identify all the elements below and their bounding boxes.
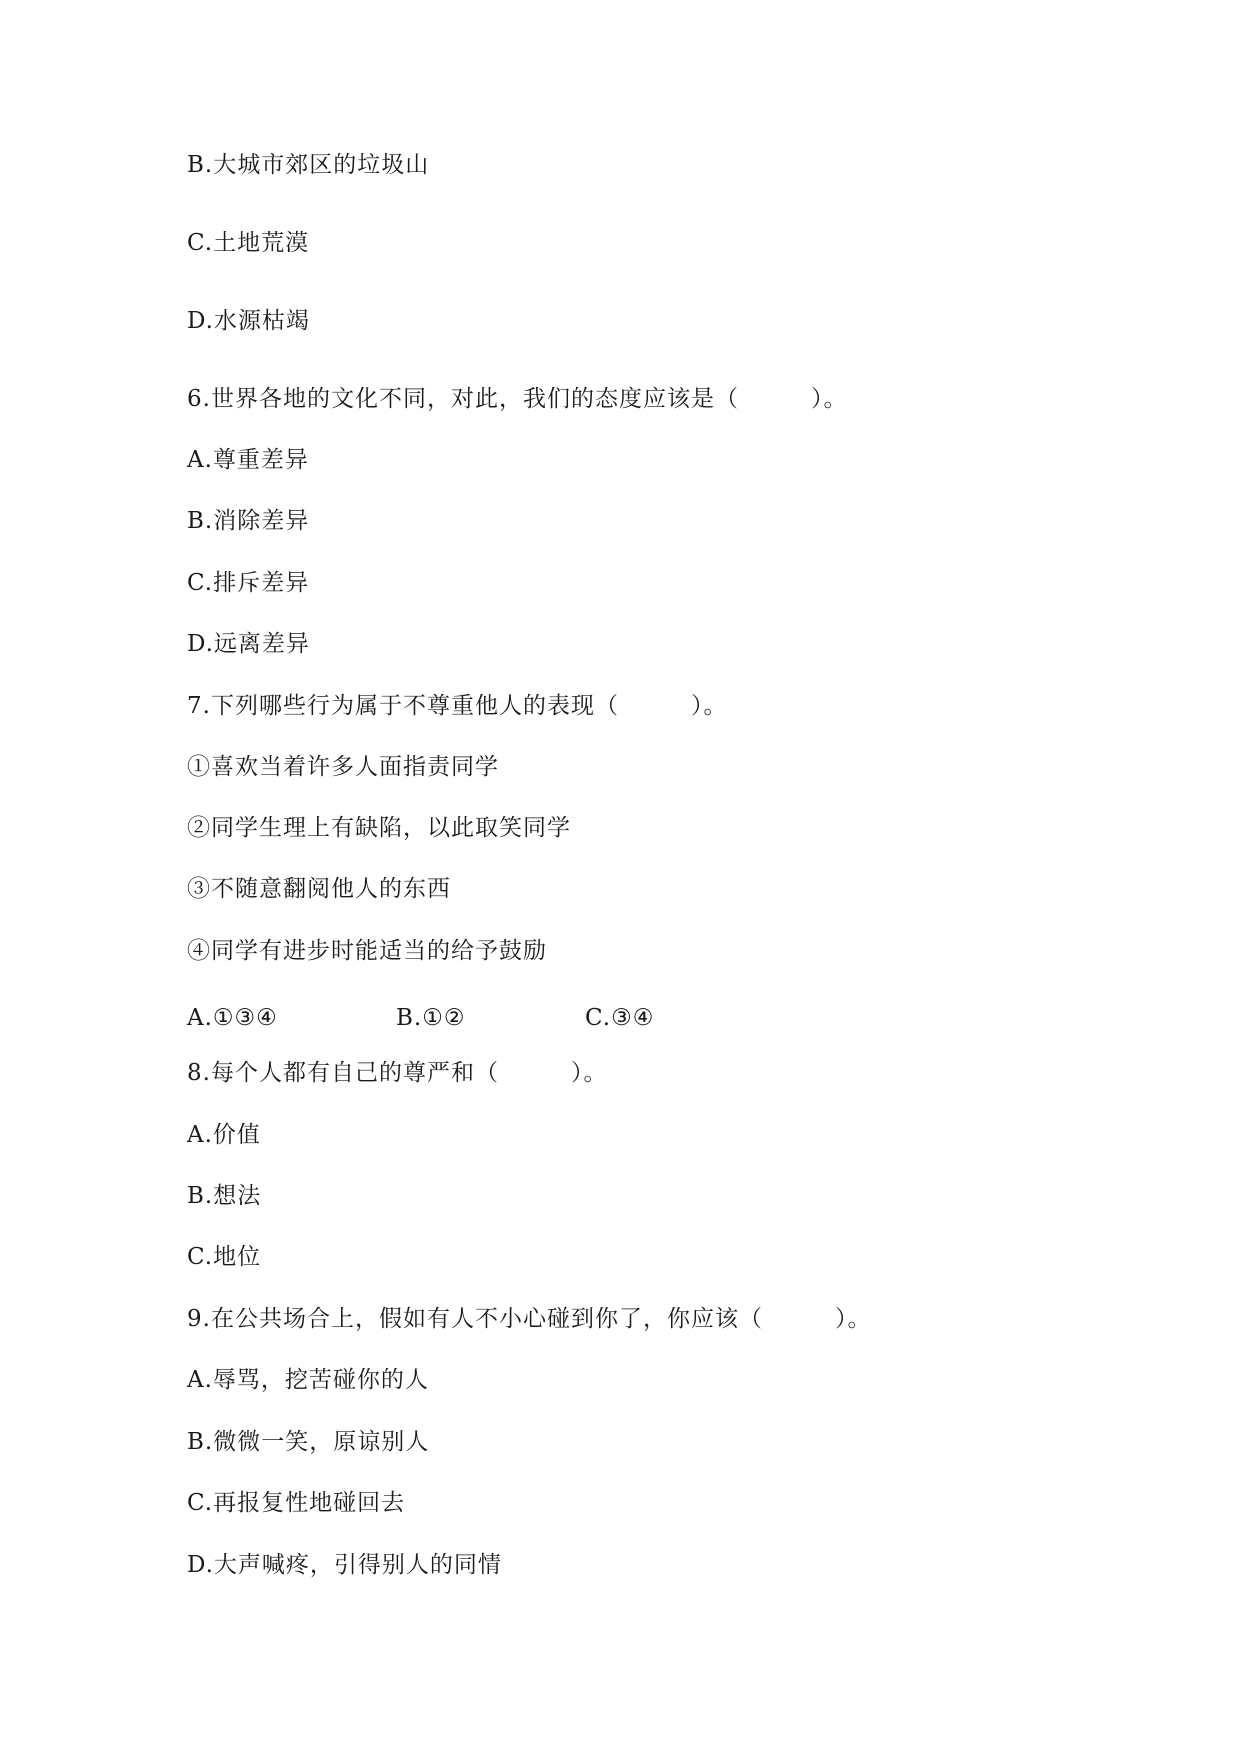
q5-option-b: B.大城市郊区的垃圾山 bbox=[187, 152, 430, 178]
q6-stem: 6.世界各地的文化不同，对此，我们的态度应该是（ ）。 bbox=[187, 386, 848, 412]
q9-option-c: C.再报复性地碰回去 bbox=[187, 1490, 406, 1516]
q5-option-d: D.水源枯竭 bbox=[187, 308, 310, 334]
q7-item-1: ①喜欢当着许多人面指责同学 bbox=[187, 754, 499, 780]
q6-option-d: D.远离差异 bbox=[187, 631, 310, 657]
q9-option-a: A.辱骂，挖苦碰你的人 bbox=[187, 1367, 429, 1393]
q7-item-3: ③不随意翻阅他人的东西 bbox=[187, 876, 451, 902]
q8-option-a: A.价值 bbox=[187, 1122, 261, 1148]
q7-options-row bbox=[0, 1003, 1241, 1033]
q9-stem: 9.在公共场合上，假如有人不小心碰到你了，你应该（ ）。 bbox=[187, 1306, 872, 1332]
q7-stem: 7.下列哪些行为属于不尊重他人的表现（ ）。 bbox=[187, 693, 728, 719]
q8-option-c: C.地位 bbox=[187, 1244, 262, 1270]
q7-item-4: ④同学有进步时能适当的给予鼓励 bbox=[187, 938, 547, 964]
q6-option-b: B.消除差异 bbox=[187, 508, 310, 534]
q7-option-a: A.①③④ bbox=[187, 1005, 278, 1031]
q9-option-b: B.微微一笑，原谅别人 bbox=[187, 1429, 430, 1455]
q8-option-b: B.想法 bbox=[187, 1183, 262, 1209]
q9-option-d: D.大声喊疼，引得别人的同情 bbox=[187, 1552, 502, 1578]
q7-item-2: ②同学生理上有缺陷，以此取笑同学 bbox=[187, 815, 571, 841]
q8-stem: 8.每个人都有自己的尊严和（ ）。 bbox=[187, 1060, 608, 1086]
q6-option-a: A.尊重差异 bbox=[187, 447, 309, 473]
q6-option-c: C.排斥差异 bbox=[187, 570, 310, 596]
q7-option-b: B.①② bbox=[396, 1005, 466, 1031]
q5-option-c: C.土地荒漠 bbox=[187, 230, 310, 256]
q7-option-c: C.③④ bbox=[585, 1005, 655, 1031]
